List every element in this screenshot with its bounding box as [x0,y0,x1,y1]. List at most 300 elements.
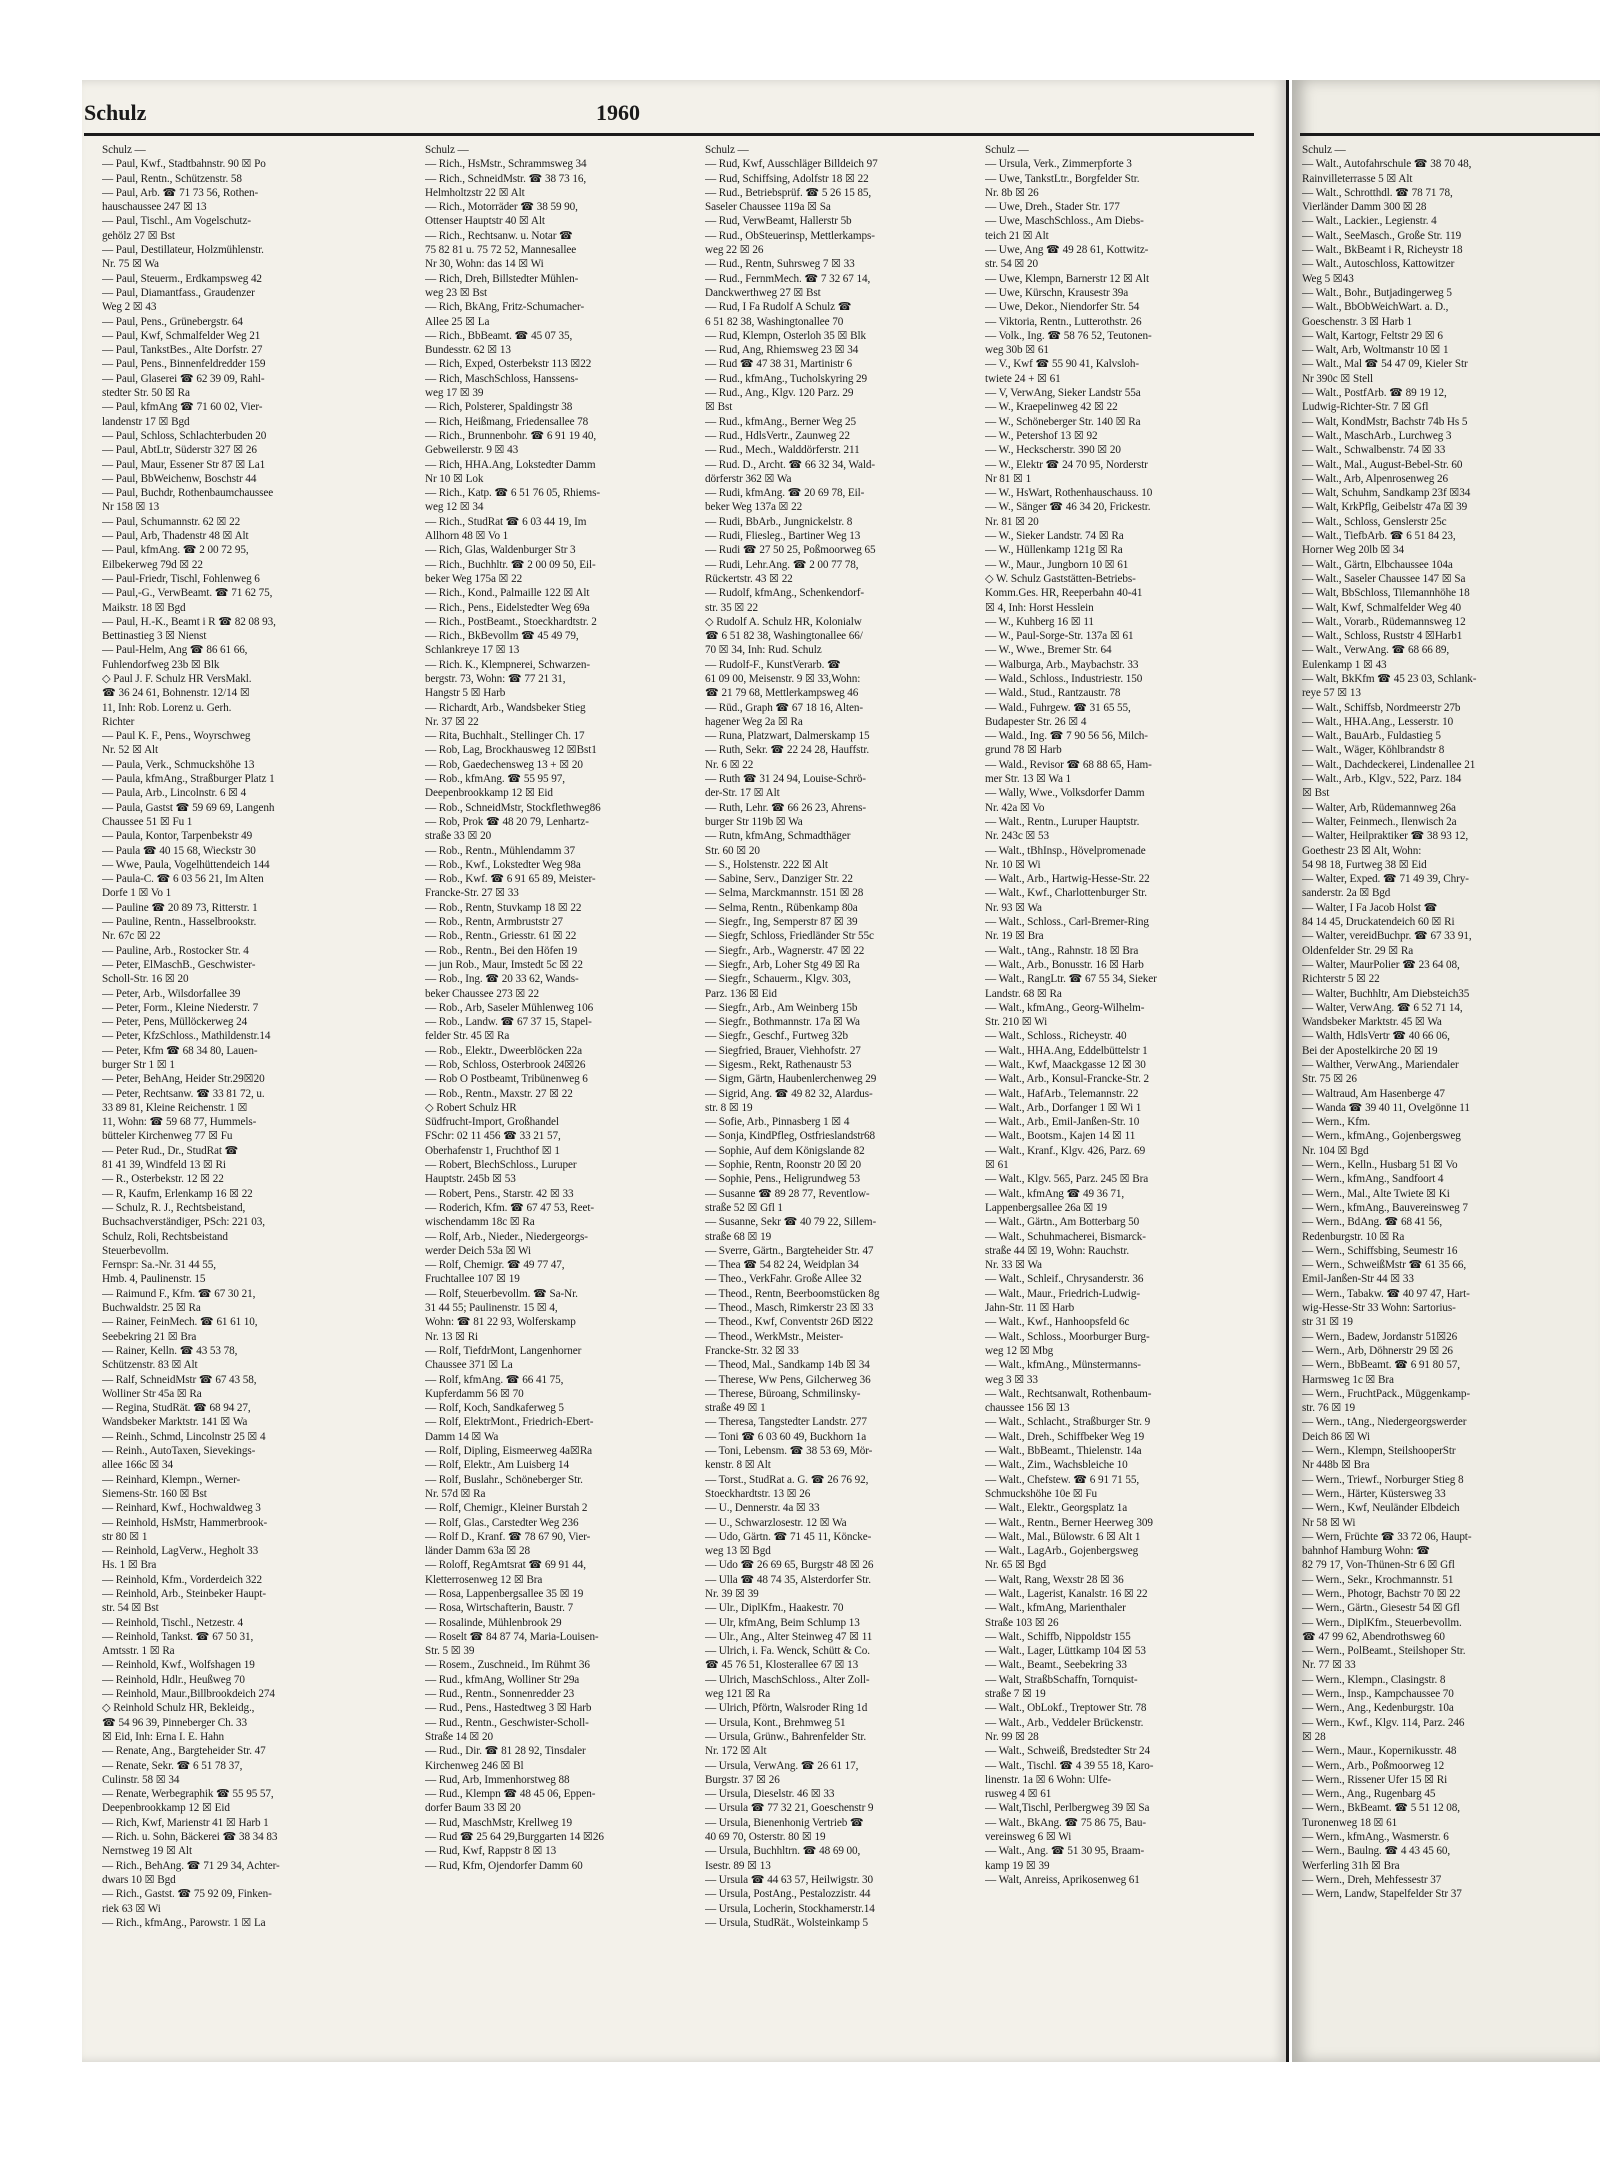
directory-entry: — Rob., Rentn., Maxstr. 27 ☒ 22 [425,1087,573,1100]
directory-entry: ◇ Robert Schulz HR [425,1101,517,1114]
directory-entry: — Uwe, Dreh., Stader Str. 177 [985,201,1120,214]
directory-entry: Weg 2 ☒ 43 [102,301,157,314]
directory-entry: — Walt., Bootsm., Kajen 14 ☒ 11 [985,1130,1136,1143]
directory-entry: — Walt., Arb., Veddeler Brückenstr. [985,1716,1144,1729]
directory-entry: — Susanne, Sekr ☎ 40 79 22, Sillem- [705,1216,877,1229]
directory-entry: — Sigrid, Ang. ☎ 49 82 32, Alardus- [705,1087,873,1100]
directory-entry: Damm 14 ☒ Wa [425,1430,499,1443]
directory-entry: — Paul, Rentn., Schützenstr. 58 [102,172,242,185]
directory-entry: — Ursula, StudRät., Wolsteinkamp 5 [705,1916,868,1929]
directory-entry: Richter [102,715,135,728]
directory-entry: — Rob., SchneidMstr, Stockflethweg86 [425,801,601,814]
directory-entry: — Walt., tBhInsp., Hövelpromenade [985,844,1146,857]
directory-entry: Steuerbevollm. [102,1244,169,1257]
directory-entry: — Paul K. F., Pens., Woyrschweg [102,730,251,743]
directory-entry: — W., Heckscherstr. 390 ☒ 20 [985,444,1121,457]
directory-entry: — Walter, Arb, Rüdemannweg 26a [1302,801,1456,814]
directory-column-1 [102,143,374,2023]
directory-entry: — Theod., Rentn, Beerboomstücken 8g [705,1287,880,1300]
directory-entry: — Rich, Kwf, Marienstr 41 ☒ Harb 1 [102,1816,269,1829]
directory-entry: — Rud., kfmAng., Tucholskyring 29 [705,372,868,385]
directory-entry: bütteler Kirchenweg 77 ☒ Fu [102,1130,233,1143]
directory-entry: — Rud., Klempn ☎ 48 45 06, Eppen- [425,1788,596,1801]
directory-entry: ☒ Bst [1302,787,1330,800]
directory-entry: — Rudolf, kfmAng., Schenkendorf- [705,587,864,600]
directory-entry: — Rich, Glas, Waldenburger Str 3 [425,544,576,557]
directory-entry: — Walt, Kwf, Schmalfelder Weg 40 [1302,601,1461,614]
directory-entry: bahnhof Hamburg Wohn: ☎ [1302,1545,1431,1558]
directory-entry: 54 98 18, Furtweg 38 ☒ Eid [1302,858,1427,871]
directory-entry: Nr 158 ☒ 13 [102,501,160,514]
directory-entry: Maikstr. 18 ☒ Bgd [102,601,186,614]
directory-entry: — Wald., Fuhrgew. ☎ 31 65 55, [985,701,1131,714]
directory-entry: riek 63 ☒ Wi [102,1902,161,1915]
directory-entry: — Walter, I Fa Jacob Holst ☎ [1302,901,1438,914]
directory-entry: Hangstr 5 ☒ Harb [425,687,506,700]
directory-entry: — Ruth ☎ 31 24 94, Louise-Schrö- [705,773,866,786]
directory-entry: — Paul, Kwf, Schmalfelder Weg 21 [102,329,261,342]
directory-entry: — Reinhold, Kwf., Wolfshagen 19 [102,1659,255,1672]
directory-entry: Nr. 81 ☒ 20 [985,515,1039,528]
directory-entry: — Rudi, Fliesleg., Bartiner Weg 13 [705,530,861,543]
directory-entry: — Rolf, TiefdrMont, Langenhorner [425,1344,582,1357]
directory-entry: Nr. 99 ☒ 28 [985,1730,1039,1743]
directory-entry: — Wern., FruchtPack., Müggenkamp- [1302,1387,1471,1400]
directory-entry: Richterstr 5 ☒ 22 [1302,973,1380,986]
directory-entry: — Uwe, Ang ☎ 49 28 61, Kottwitz- [985,244,1149,257]
directory-entry: — Uwe, Klempn, Barnerstr 12 ☒ Alt [985,272,1149,285]
directory-entry: — Ulr., DiplKfm., Haakestr. 70 [705,1602,844,1615]
directory-entry: — Paul, Pens., Binnenfeldredder 159 [102,358,266,371]
directory-entry: Bei der Apostelkirche 20 ☒ 19 [1302,1044,1438,1057]
directory-entry: — Rich., kfmAng., Parowstr. 1 ☒ La [102,1916,266,1929]
directory-entry: — Wern., Insp., Kampchaussee 70 [1302,1688,1454,1701]
directory-entry: der-Str. 17 ☒ Alt [705,787,780,800]
directory-entry: — Paul-Helm, Ang ☎ 86 61 66, [102,644,248,657]
directory-entry: — jun Rob., Maur, Imstedt 5c ☒ 22 [425,958,583,971]
directory-entry: — Rud, VerwBeamt, Hallerstr 5b [705,215,852,228]
directory-entry: — Wern., Klempn, SteilshooperStr [1302,1445,1456,1458]
directory-entry: beker Weg 175a ☒ 22 [425,572,523,585]
directory-entry: — Walt., Schwalbenstr. 74 ☒ 33 [1302,444,1446,457]
directory-entry: — Uwe, MaschSchloss., Am Diebs- [985,215,1144,228]
directory-entry: — Rob., Arb, Saseler Mühlenweg 106 [425,1001,594,1014]
directory-entry: str. 8 ☒ 19 [705,1101,753,1114]
directory-entry: — Wern., Arb, Döhnerstr 29 ☒ 26 [1302,1344,1453,1357]
directory-entry: — Toni ☎ 6 03 60 49, Buckhorn 1a [705,1430,867,1443]
directory-entry: — Rob, Prok ☎ 48 20 79, Lenhartz- [425,815,589,828]
directory-entry: straße 33 ☒ 20 [425,830,492,843]
directory-entry: — Wern., kfmAng., Sandfoort 4 [1302,1173,1444,1186]
directory-entry: — Rainer, Kelln. ☎ 43 53 78, [102,1344,238,1357]
directory-entry: — Walt., Mal., Bülowstr. 6 ☒ Alt 1 [985,1530,1141,1543]
directory-entry: Siemens-Str. 160 ☒ Bst [102,1487,207,1500]
directory-entry: — Paul, kfmAng. ☎ 2 00 72 95, [102,544,249,557]
directory-entry: — Wern., Gärtn., Giesestr 54 ☒ Gfl [1302,1602,1460,1615]
directory-entry: — Uwe, TankstLtr., Borgfelder Str. [985,172,1140,185]
directory-entry: — Rich., SchneidMstr. ☎ 38 73 16, [425,172,587,185]
directory-entry: — W., Wwe., Bremer Str. 64 [985,644,1112,657]
directory-entry: — Wern., Tabakw. ☎ 40 97 47, Hart- [1302,1287,1470,1300]
directory-entry: — Walt., TiefbArb. ☎ 6 51 84 23, [1302,530,1456,543]
directory-entry: — Rutn, kfmAng, Schmadthäger [705,830,851,843]
directory-entry: — Torst., StudRat a. G. ☎ 26 76 92, [705,1473,869,1486]
directory-entry: Dorfe 1 ☒ Vo 1 [102,887,172,900]
directory-entry: — Walt., Klgv. 565, Parz. 245 ☒ Bra [985,1173,1149,1186]
directory-entry: Str. 5 ☒ 39 [425,1645,475,1658]
directory-entry: — Rolf, ElektrMont., Friedrich-Ebert- [425,1416,594,1429]
directory-entry: — Walburga, Arb., Maybachstr. 33 [985,658,1139,671]
directory-entry: — Reinh., AutoTaxen, Sievekings- [102,1445,256,1458]
directory-entry: — Rob., Landw. ☎ 67 37 15, Stapel- [425,1016,592,1029]
directory-entry: twiete 24 + ☒ 61 [985,372,1061,385]
directory-entry: — Rob., Ing. ☎ 20 33 62, Wands- [425,973,579,986]
directory-entry: Wandsbeker Marktstr. 141 ☒ Wa [102,1416,248,1429]
directory-entry: — Walt., Kwf., Charlottenburger Str. [985,887,1147,900]
directory-entry: — Rud ☎ 25 64 29,Burggarten 14 ☒26 [425,1831,604,1844]
directory-entry: — Theresa, Tangstedter Landstr. 277 [705,1416,867,1429]
directory-entry: — Walt., BkAng. ☎ 75 86 75, Bau- [985,1816,1146,1829]
directory-entry: — Rud., kfmAng, Wolliner Str 29a [425,1673,580,1686]
directory-entry: Chaussee 51 ☒ Fu 1 [102,815,193,828]
directory-entry: — Walth, HdlsVertr ☎ 40 66 06, [1302,1030,1450,1043]
directory-entry: — Paul, TankstBes., Alte Dorfstr. 27 [102,344,263,357]
column-heading: Schulz — [1302,144,1346,156]
directory-entry: Goethestr 23 ☒ Alt, Wohn: [1302,844,1422,857]
directory-entry: linenstr. 1a ☒ 6 Wohn: Ulfe- [985,1773,1112,1786]
directory-entry: — Wern., Kelln., Husbarg 51 ☒ Vo [1302,1159,1458,1172]
directory-entry: kenstr. 8 ☒ Alt [705,1459,771,1472]
directory-entry: Turonenweg 18 ☒ 61 [1302,1816,1398,1829]
directory-entry: — Theod, Mal., Sandkamp 14b ☒ 34 [705,1359,870,1372]
directory-entry: FSchr: 02 11 456 ☎ 33 21 57, [425,1130,561,1143]
directory-entry: beker Chaussee 273 ☒ 22 [425,987,539,1000]
directory-entry: — Peter, BehAng, Heider Str.29☒20 [102,1073,265,1086]
directory-entry: Harmsweg 1c ☒ Bra [1302,1373,1394,1386]
directory-entry: — Paul, Destillateur, Holzmühlenstr. [102,244,264,257]
directory-entry: — Wern., Mal., Alte Twiete ☒ Ki [1302,1187,1450,1200]
directory-entry: — Renate, Ang., Bargteheider Str. 47 [102,1745,266,1758]
directory-entry: hauschaussee 247 ☒ 13 [102,201,207,214]
directory-entry: — Reinhold, Kfm., Vorderdeich 322 [102,1573,263,1586]
directory-entry: weg 12 ☒ 34 [425,501,484,514]
directory-entry: Nr 390c ☒ Stell [1302,372,1373,385]
directory-entry: ☎ 54 96 39, Pinneberger Ch. 33 [102,1716,247,1729]
directory-entry: — Rolf, Buslahr., Schöneberger Str. [425,1473,583,1486]
directory-entry: — Walt., Lackier., Legienstr. 4 [1302,215,1437,228]
directory-entry: — Siegfr., Ing, Semperstr 87 ☒ 39 [705,916,858,929]
directory-entry: — Rolf, Steuerbevollm. ☎ Sa-Nr. [425,1287,578,1300]
directory-entry: — Robert, BlechSchloss., Luruper [425,1159,577,1172]
directory-entry: — Viktoria, Rentn., Lutterothstr. 26 [985,315,1142,328]
directory-entry: — Theod., Masch, Rimkerstr 23 ☒ 33 [705,1302,874,1315]
directory-entry: — Paul, Arb, Thadenstr 48 ☒ Alt [102,530,249,543]
directory-entry: — Walt., Elektr., Georgsplatz 1a [985,1502,1128,1515]
directory-entry: — Paul-Friedr, Tischl, Fohlenweg 6 [102,572,260,585]
directory-entry: — Walt., Kwf., Hanhoopsfeld 6c [985,1316,1130,1329]
directory-entry: — Paul, Schloss, Schlachterbuden 20 [102,429,267,442]
directory-entry: Rainvilleterrasse 5 ☒ Alt [1302,172,1413,185]
directory-entry: — Walt., BbBeamt., Thielenstr. 14a [985,1445,1142,1458]
directory-entry: Oldenfelder Str. 29 ☒ Ra [1302,944,1414,957]
directory-entry: Budapester Str. 26 ☒ 4 [985,715,1087,728]
directory-entry: — Wern., BkBeamt. ☎ 5 51 12 08, [1302,1802,1460,1815]
directory-entry: Schlankreye 17 ☒ 13 [425,644,520,657]
directory-entry: — Rud, MaschMstr, Krellweg 19 [425,1816,573,1829]
directory-entry: — Reinhold, Tankst. ☎ 67 50 31, [102,1630,254,1643]
directory-entry: Seebekring 21 ☒ Bra [102,1330,197,1343]
directory-entry: dörferstr 362 ☒ Wa [705,472,792,485]
directory-entry: — Paula, Kontor, Tarpenbekstr 49 [102,830,253,843]
directory-entry: — Wern., kfmAng., Wasmerstr. 6 [1302,1831,1449,1844]
directory-entry: — Reinhold, HsMstr, Hammerbrook- [102,1516,268,1529]
directory-entry: — Walt., Schloss., Richeystr. 40 [985,1030,1127,1043]
directory-entry: — Walt., kfmAng ☎ 49 36 71, [985,1187,1125,1200]
directory-entry: — Wald., Schloss., Industriestr. 150 [985,672,1143,685]
directory-entry: weg 17 ☒ 39 [425,387,484,400]
directory-entry: — Ulr., Ang., Alter Steinweg 47 ☒ 11 [705,1630,873,1643]
directory-entry: — Sabine, Serv., Danziger Str. 22 [705,873,853,886]
directory-entry: — Walt., Mal., August-Bebel-Str. 60 [1302,458,1463,471]
directory-entry: — Rob., Rentn, Armbruststr 27 [425,916,563,929]
directory-entry: — Wern., tAng., Niedergeorgswerder [1302,1416,1467,1429]
directory-entry: — Walt., Schrotthdl. ☎ 78 71 78, [1302,186,1453,199]
directory-entry: — Reinh., Schmd, Lincolnstr 25 ☒ 4 [102,1430,266,1443]
directory-column-4 [985,143,1257,2023]
directory-entry: Buchsachverständiger, PSch: 221 03, [102,1216,265,1229]
directory-entry: — W., Paul-Sorge-Str. 137a ☒ 61 [985,630,1134,643]
directory-entry: — Reinhard, Kwf., Hochwaldweg 3 [102,1502,261,1515]
directory-entry: — Wanda ☎ 39 40 11, Ovelgönne 11 [1302,1101,1470,1114]
directory-entry: — Sophie, Rentn, Roonstr 20 ☒ 20 [705,1159,861,1172]
directory-entry: felder Str. 45 ☒ Ra [425,1030,510,1043]
directory-entry: — Rolf, Dipling, Eismeerweg 4a☒Ra [425,1445,593,1458]
directory-entry: — Rud., Rentn., Sonnenredder 23 [425,1688,575,1701]
directory-entry: — Rob, Lag, Brockhausweg 12 ☒Bst1 [425,744,597,757]
directory-entry: — Paul,-G., VerwBeamt. ☎ 71 62 75, [102,587,273,600]
directory-entry: str. 54 ☒ 20 [985,258,1038,271]
directory-entry: Helmholtzstr 22 ☒ Alt [425,186,525,199]
directory-entry: — Rob., Rentn, Stuvkamp 18 ☒ 22 [425,901,582,914]
directory-entry: Nr. 243c ☒ 53 [985,830,1050,843]
directory-entry: — Selma, Marckmannstr. 151 ☒ 28 [705,887,864,900]
directory-entry: — Walt., Schiffb, Nippoldstr 155 [985,1630,1131,1643]
directory-entry: — Rich., PostBeamt., Stoeckhardtstr. 2 [425,615,597,628]
directory-entry: — Rich., Kond., Palmaille 122 ☒ Alt [425,587,590,600]
directory-entry: — Rosa, Wirtschafterin, Baustr. 7 [425,1602,573,1615]
directory-entry: — Peter, ElMaschB., Geschwister- [102,958,256,971]
directory-entry: — Rud., Ang., Klgv. 120 Parz. 29 [705,387,854,400]
directory-entry: Goeschenstr. 3 ☒ Harb 1 [1302,315,1412,328]
directory-entry: — W., Kuhberg 16 ☒ 11 [985,615,1094,628]
directory-entry: Francke-Str. 32 ☒ 33 [705,1344,799,1357]
directory-entry: ☎ 36 24 61, Bohnenstr. 12/14 ☒ [102,687,250,700]
directory-entry: ◇ Reinhold Schulz HR, Bekleidg., [102,1702,255,1715]
directory-entry: — Rich., BkBevollm ☎ 45 49 79, [425,630,579,643]
directory-entry: Nr 10 ☒ Lok [425,472,484,485]
directory-entry: Landstr. 68 ☒ Ra [985,987,1062,1000]
directory-entry: — R., Osterbekstr. 12 ☒ 22 [102,1173,224,1186]
directory-entry: weg 30b ☒ 61 [985,344,1049,357]
directory-entry: — Rudi, Lehr.Ang. ☎ 2 00 77 78, [705,558,859,571]
directory-entry: — Rud. D., Archt. ☎ 66 32 34, Wald- [705,458,875,471]
scan-bottom-margin [82,2062,1600,2177]
directory-entry: Hauptstr. 245b ☒ 53 [425,1173,516,1186]
directory-entry: — W., Hüllenkamp 121g ☒ Ra [985,544,1123,557]
directory-entry: — Walt, StraßbSchaffn, Tornquist- [985,1673,1138,1686]
directory-entry: — Peter, Rechtsanw. ☎ 33 81 72, u. [102,1087,265,1100]
directory-entry: ☒ 61 [985,1159,1009,1172]
directory-entry: Kirchenweg 246 ☒ Bl [425,1759,524,1772]
directory-entry: — Paul, BbWeichenw, Boschstr 44 [102,472,257,485]
directory-entry: — Rich., BehAng. ☎ 71 29 34, Achter- [102,1859,280,1872]
directory-entry: Nr 30, Wohn: das 14 ☒ Wi [425,258,544,271]
directory-entry: — Rüd., Graph ☎ 67 18 16, Alten- [705,701,864,714]
directory-entry: — Siegfr., Geschf., Furtweg 32b [705,1030,848,1043]
directory-entry: Saseler Chaussee 119a ☒ Sa [705,201,831,214]
directory-entry: — Rud., HdlsVertr., Zaunweg 22 [705,429,850,442]
directory-entry: str. 35 ☒ 22 [705,601,758,614]
directory-entry: Deepenbrookkamp 12 ☒ Eid [425,787,553,800]
directory-entry: — Walt., Schloss., Carl-Bremer-Ring [985,916,1149,929]
directory-entry: Eulenkamp 1 ☒ 43 [1302,658,1387,671]
running-head-surname: Schulz [84,100,147,125]
directory-entry: — Volk., Ing. ☎ 58 76 52, Teutonen- [985,329,1152,342]
directory-entry: — Therese, Ww Pens, Gilcherweg 36 [705,1373,871,1386]
directory-entry: Deich 86 ☒ Wi [1302,1430,1371,1443]
directory-entry: Burgstr. 37 ☒ 26 [705,1773,780,1786]
directory-entry: beker Weg 137a ☒ 22 [705,501,803,514]
directory-entry: — Reinhold, LagVerw., Hegholt 33 [102,1545,259,1558]
directory-entry: — Rolf, Koch, Sandkaferweg 5 [425,1402,564,1415]
directory-entry: — Walter, vereidBuchpr. ☎ 67 33 91, [1302,930,1472,943]
directory-entry: wischendamm 18c ☒ Ra [425,1216,535,1229]
directory-entry: — Walt., Schlacht., Straßburger Str. 9 [985,1416,1151,1429]
directory-entry: — Reinhold, Tischl., Netzestr. 4 [102,1616,243,1629]
directory-entry: — Rolf D., Kranf. ☎ 78 67 90, Vier- [425,1530,591,1543]
directory-entry: — Rich., BbBeamt. ☎ 45 07 35, [425,329,573,342]
directory-entry: — Walt., PostfArb. ☎ 89 19 12, [1302,387,1447,400]
directory-entry: ☒ Bst [705,401,733,414]
directory-entry: — Rich., Buchhltr. ☎ 2 00 09 50, Eil- [425,558,596,571]
directory-entry: — Paul, H.-K., Beamt i R ☎ 82 08 93, [102,615,276,628]
directory-entry: burger Str 1 ☒ 1 [102,1059,175,1071]
directory-entry: — Rud., Dir. ☎ 81 28 92, Tinsdaler [425,1745,586,1758]
directory-entry: — Walt., Schloss, Genslerstr 25c [1302,515,1447,528]
directory-entry: — Walt., Schiffsb, Nordmeerstr 27b [1302,701,1461,714]
directory-entry: — Walt., Kranf., Klgv. 426, Parz. 69 [985,1144,1146,1157]
directory-entry: Allhorn 48 ☒ Vo 1 [425,530,509,543]
directory-entry: — Walt., HHA.Ang, Eddelbüttelstr 1 [985,1044,1148,1057]
directory-entry: Fuhlendorfweg 23b ☒ Blk [102,658,220,671]
directory-entry: Vierländer Damm 300 ☒ 28 [1302,201,1427,214]
directory-entry: — Walt., RangLtr. ☎ 67 55 34, Sieker [985,973,1157,986]
directory-entry: — Walt., Wäger, Köhlbrandstr 8 [1302,744,1445,757]
directory-entry: str. 54 ☒ Bst [102,1602,159,1615]
directory-entry: stedter Str. 50 ☒ Ra [102,387,190,400]
directory-entry: straße 44 ☒ 19, Wohn: Rauchstr. [985,1244,1130,1257]
directory-entry: — Walter, MaurPolier ☎ 23 64 08, [1302,958,1460,971]
directory-entry: teich 21 ☒ Alt [985,229,1049,242]
directory-entry: — Walt., Schweiß, Bredstedter Str 24 [985,1745,1150,1758]
directory-entry: — Wern., Schiffsbing, Seumestr 16 [1302,1244,1458,1257]
directory-entry: Nr 58 ☒ Wi [1302,1516,1356,1529]
directory-entry: — Wern, Früchte ☎ 33 72 06, Haupt- [1302,1530,1472,1543]
directory-entry: — Walt., Zim., Wachsbleiche 10 [985,1459,1128,1472]
directory-entry: Kupferdamm 56 ☒ 70 [425,1387,524,1400]
directory-entry: — Wald., Ing. ☎ 7 90 56 56, Milch- [985,730,1148,743]
directory-entry: Nr 448b ☒ Bra [1302,1459,1370,1472]
directory-entry: — Regina, StudRät. ☎ 68 94 27, [102,1402,251,1415]
directory-entry: — Ursula, Buchhltrn. ☎ 48 69 00, [705,1845,861,1858]
directory-entry: straße 7 ☒ 19 [985,1688,1046,1701]
directory-entry: — Sigesm., Rekt, Rathenaustr 53 [705,1059,852,1071]
directory-entry: — Rudi, kfmAng. ☎ 20 69 78, Eil- [705,487,865,500]
directory-entry: — Rud., Rentn., Geschwister-Scholl- [425,1716,589,1729]
directory-entry: — Rich, HHA.Ang, Lokstedter Damm [425,458,596,471]
directory-entry: — Walt., tAng., Rahnstr. 18 ☒ Bra [985,944,1139,957]
directory-entry: — Rud., Rentn, Suhrsweg 7 ☒ 33 [705,258,855,271]
directory-entry: — Rich. K., Klempnerei, Schwarzen- [425,658,590,671]
directory-entry: — Walt., BauArb., Fuldastieg 5 [1302,730,1441,743]
directory-entry: — Rich, Polsterer, Spaldingstr 38 [425,401,573,414]
directory-entry: 11, Wohn: ☎ 59 68 77, Hummels- [102,1116,257,1129]
directory-entry: Fruchtallee 107 ☒ 19 [425,1273,520,1286]
directory-entry: Nr. 33 ☒ Wa [985,1259,1042,1272]
column-heading: Schulz — [705,144,749,156]
directory-entry: ◇ Rudolf A. Schulz HR, Kolonialw [705,615,862,628]
directory-entry: — Rob., kfmAng. ☎ 55 95 97, [425,773,565,786]
directory-entry: Redenburgstr. 10 ☒ Ra [1302,1230,1405,1243]
directory-entry: — Ursula ☎ 44 63 57, Heilwigstr. 30 [705,1873,873,1886]
directory-entry: — Ursula, Locherin, Stockhamerstr.14 [705,1902,875,1915]
directory-entry: — Rob O Postbeamt, Tribünenweg 6 [425,1073,588,1086]
directory-entry: — W., Schöneberger Str. 140 ☒ Ra [985,415,1141,428]
page-number: 1960 [596,100,640,125]
directory-entry: — Paula ☎ 40 15 68, Wieckstr 30 [102,844,256,857]
directory-entry: Nr. 93 ☒ Wa [985,901,1042,914]
directory-entry: — Walt., Ang. ☎ 51 30 95, Braam- [985,1845,1145,1858]
directory-entry: — S., Holstenstr. 222 ☒ Alt [705,858,828,871]
directory-entry: — Paula-C. ☎ 6 03 56 21, Im Alten [102,873,264,886]
directory-entry: — Rob., Rentn., Bei den Höfen 19 [425,944,578,957]
directory-entry: — Ursula, Kont., Brehmweg 51 [705,1716,846,1729]
directory-entry: straße 49 ☒ 1 [705,1402,766,1415]
directory-entry: — U., Dennerstr. 4a ☒ 33 [705,1502,820,1515]
directory-entry: Schmuckshöhe 10e ☒ Fu [985,1487,1098,1500]
directory-column-5 [1302,143,1592,2023]
directory-entry: Nr. 37 ☒ 22 [425,715,479,728]
directory-entry: Nr. 75 ☒ Wa [102,258,159,271]
directory-entry: ☒ Eid, Inh: Erna I. E. Hahn [102,1730,224,1743]
directory-entry: weg 3 ☒ 33 [985,1373,1038,1386]
directory-entry: — Walt, Kartogr, Feltstr 29 ☒ 6 [1302,329,1443,342]
directory-entry: — Walt., Schuhmacherei, Bismarck- [985,1230,1146,1243]
directory-entry: — Roselt ☎ 84 87 74, Maria-Louisen- [425,1630,599,1643]
directory-entry: — Ulr, kfmAng, Beim Schlump 13 [705,1616,860,1629]
directory-entry: — Wern., Rissener Ufer 15 ☒ Ri [1302,1773,1448,1786]
directory-entry: — Wern., Baulng. ☎ 4 43 45 60, [1302,1845,1451,1858]
directory-entry: — Rud, I Fa Rudolf A Schulz ☎ [705,301,852,314]
directory-entry: Schulz, Roli, Rechtsbeistand [102,1230,228,1243]
directory-entry: Isestr. 89 ☒ 13 [705,1859,771,1872]
directory-entry: — Walt., Arb., Dorfanger 1 ☒ Wi 1 [985,1101,1142,1114]
directory-entry: — Rolf, Elektr., Am Luisberg 14 [425,1459,569,1472]
directory-entry: — Rud, Kwf, Rappstr 8 ☒ 13 [425,1845,557,1858]
directory-entry: Wolliner Str 45a ☒ Ra [102,1387,202,1400]
directory-entry: — Schulz, R. J., Rechtsbeistand, [102,1201,246,1214]
directory-entry: — Paul, Kwf., Stadtbahnstr. 90 ☒ Po [102,158,266,171]
